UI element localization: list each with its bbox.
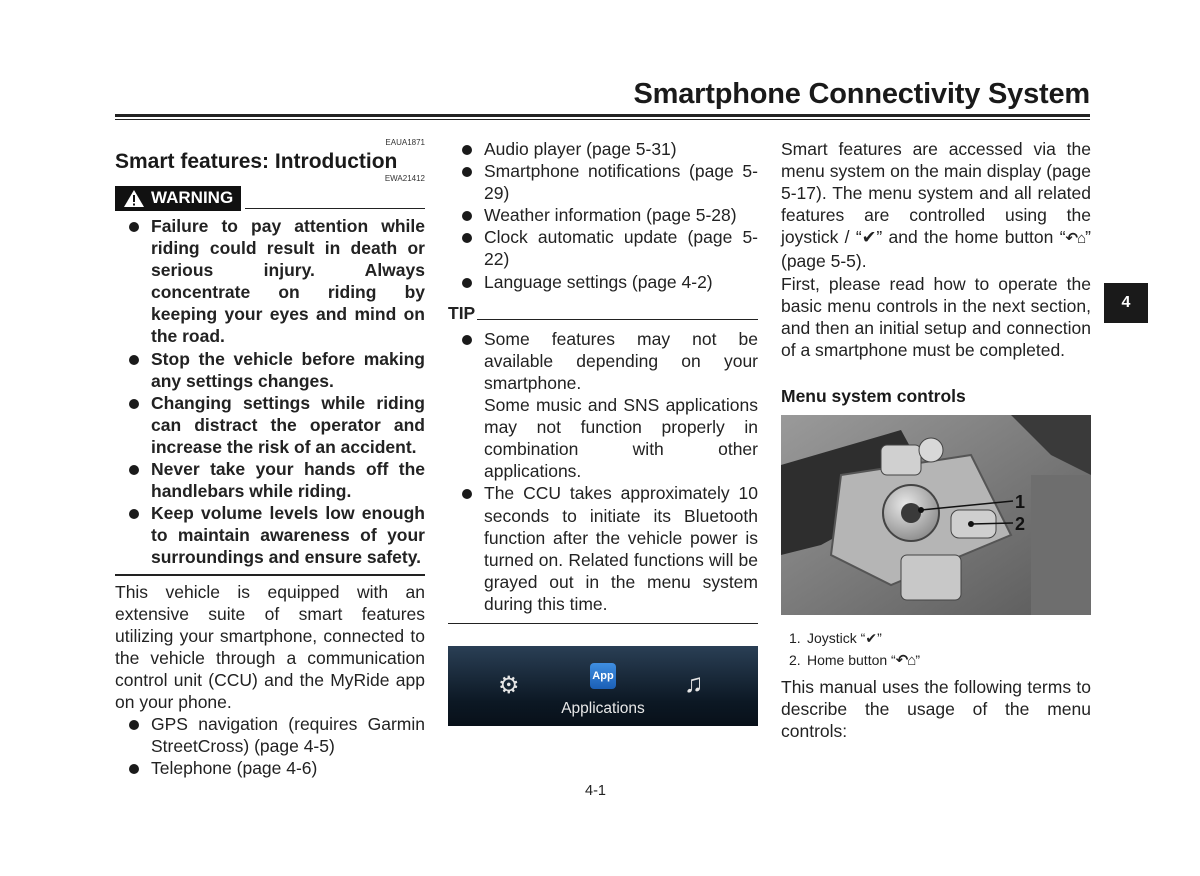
header-rule xyxy=(115,114,1090,120)
display-screenshot xyxy=(448,646,758,726)
terms-paragraph: This manual uses the following terms to describe the usage of the menu controls: xyxy=(781,677,1091,742)
warning-item: Failure to pay attention while riding could result in death or serious injury. Always concentrate on riding by keeping your eyes and mind on the road. xyxy=(115,215,425,348)
applications-label: Applications xyxy=(561,699,645,717)
warning-header xyxy=(115,186,425,211)
tip-list xyxy=(448,328,758,615)
home-back-icon: ↶⌂ xyxy=(1065,230,1086,248)
warning-item: Keep volume levels low enough to maintain awareness of your surroundings and ensure safety. xyxy=(115,502,425,568)
handlebar-photo xyxy=(781,415,1091,615)
caption-number: 1. xyxy=(789,630,801,647)
tip-header xyxy=(448,302,758,324)
feature-item: Smartphone notifications (page 5-29) xyxy=(448,160,758,204)
tip-end-rule xyxy=(448,623,758,624)
feature-list-continued xyxy=(448,138,758,293)
access-paragraph xyxy=(781,138,1091,273)
tip-rule xyxy=(477,319,758,320)
photo-captions xyxy=(781,627,1091,672)
column-left xyxy=(115,138,425,779)
callout-1: 1 xyxy=(1015,492,1026,513)
tip-text: Some features may not be available depending on your smartphone. xyxy=(484,328,758,393)
tip-item xyxy=(448,328,758,483)
feature-list xyxy=(115,713,425,779)
tip-label: TIP xyxy=(448,302,476,323)
menu-controls-heading: Menu system controls xyxy=(781,385,966,406)
warning-item: Never take your hands off the handlebars while riding. xyxy=(115,458,425,502)
warning-label: WARNING xyxy=(151,188,234,208)
warning-item: Changing settings while riding can distract the operator and increase the risk of an accident. xyxy=(115,392,425,458)
gear-icon: ⚙ xyxy=(498,671,520,699)
caption-text: Joystick “ xyxy=(807,630,866,647)
access-text-1: Smart features are accessed via the menu system on the main display (page 5-17). The menu system and all related features are controlled using the joystick / “ xyxy=(781,139,1091,248)
section-code: EAUA1871 xyxy=(385,138,425,147)
warning-badge xyxy=(115,186,241,211)
section-heading: Smart features: Introduction xyxy=(115,150,398,173)
handlebar-illustration xyxy=(781,415,1091,615)
caption-end: ” xyxy=(915,652,921,669)
caption-text: Home button “ xyxy=(807,652,896,669)
warning-list xyxy=(115,215,425,569)
feature-item: Weather information (page 5-28) xyxy=(448,204,758,226)
access-text-2: ” and the home button “ xyxy=(876,227,1066,248)
warning-triangle-icon xyxy=(123,189,145,208)
warning-code: EWA21412 xyxy=(384,174,425,183)
feature-item: GPS navigation (requires Garmin StreetCross) (page 4-5) xyxy=(115,713,425,757)
warning-end-rule xyxy=(115,574,425,576)
access-text-3: ” (page 5-5). xyxy=(781,227,1091,272)
column-right xyxy=(781,138,1091,742)
warning-item: Stop the vehicle before making any settings changes. xyxy=(115,348,425,392)
tip-text-continued: Some music and SNS applications may not function properly in combination with other applications. xyxy=(484,395,758,482)
feature-item: Audio player (page 5-31) xyxy=(448,138,758,160)
check-icon: ✔ xyxy=(865,630,878,647)
chapter-tab[interactable]: 4 xyxy=(1104,283,1148,323)
warning-rule xyxy=(245,208,425,209)
page-number: 4-1 xyxy=(585,783,606,799)
caption-end: ” xyxy=(877,630,882,647)
caption-item xyxy=(781,627,1091,649)
intro-paragraph: This vehicle is equipped with an extensive suite of smart features utilizing your smartphone, connected to the vehicle through a communication control unit (CCU) and the MyRide app on your phone. xyxy=(115,581,425,712)
tip-item: The CCU takes approximately 10 seconds to initiate its Bluetooth function after the vehicle power is turned on. Related functions will be grayed out in the menu system during this time. xyxy=(448,482,758,615)
feature-item: Language settings (page 4-2) xyxy=(448,271,758,293)
page-title: Smartphone Connectivity System xyxy=(633,78,1090,110)
caption-item xyxy=(781,649,1091,672)
column-middle xyxy=(448,138,758,726)
app-icon: App xyxy=(590,663,616,689)
feature-item: Telephone (page 4-6) xyxy=(115,757,425,779)
music-note-icon: ♫ xyxy=(684,667,704,698)
check-icon: ✔ xyxy=(861,227,877,248)
callout-2: 2 xyxy=(1015,514,1026,535)
home-back-icon: ↶⌂ xyxy=(895,652,916,670)
feature-item: Clock automatic update (page 5-22) xyxy=(448,226,758,270)
setup-paragraph: First, please read how to operate the basic menu controls in the next section, and then an initial setup and connection of a smartphone must be completed. xyxy=(781,273,1091,360)
caption-number: 2. xyxy=(789,652,801,669)
